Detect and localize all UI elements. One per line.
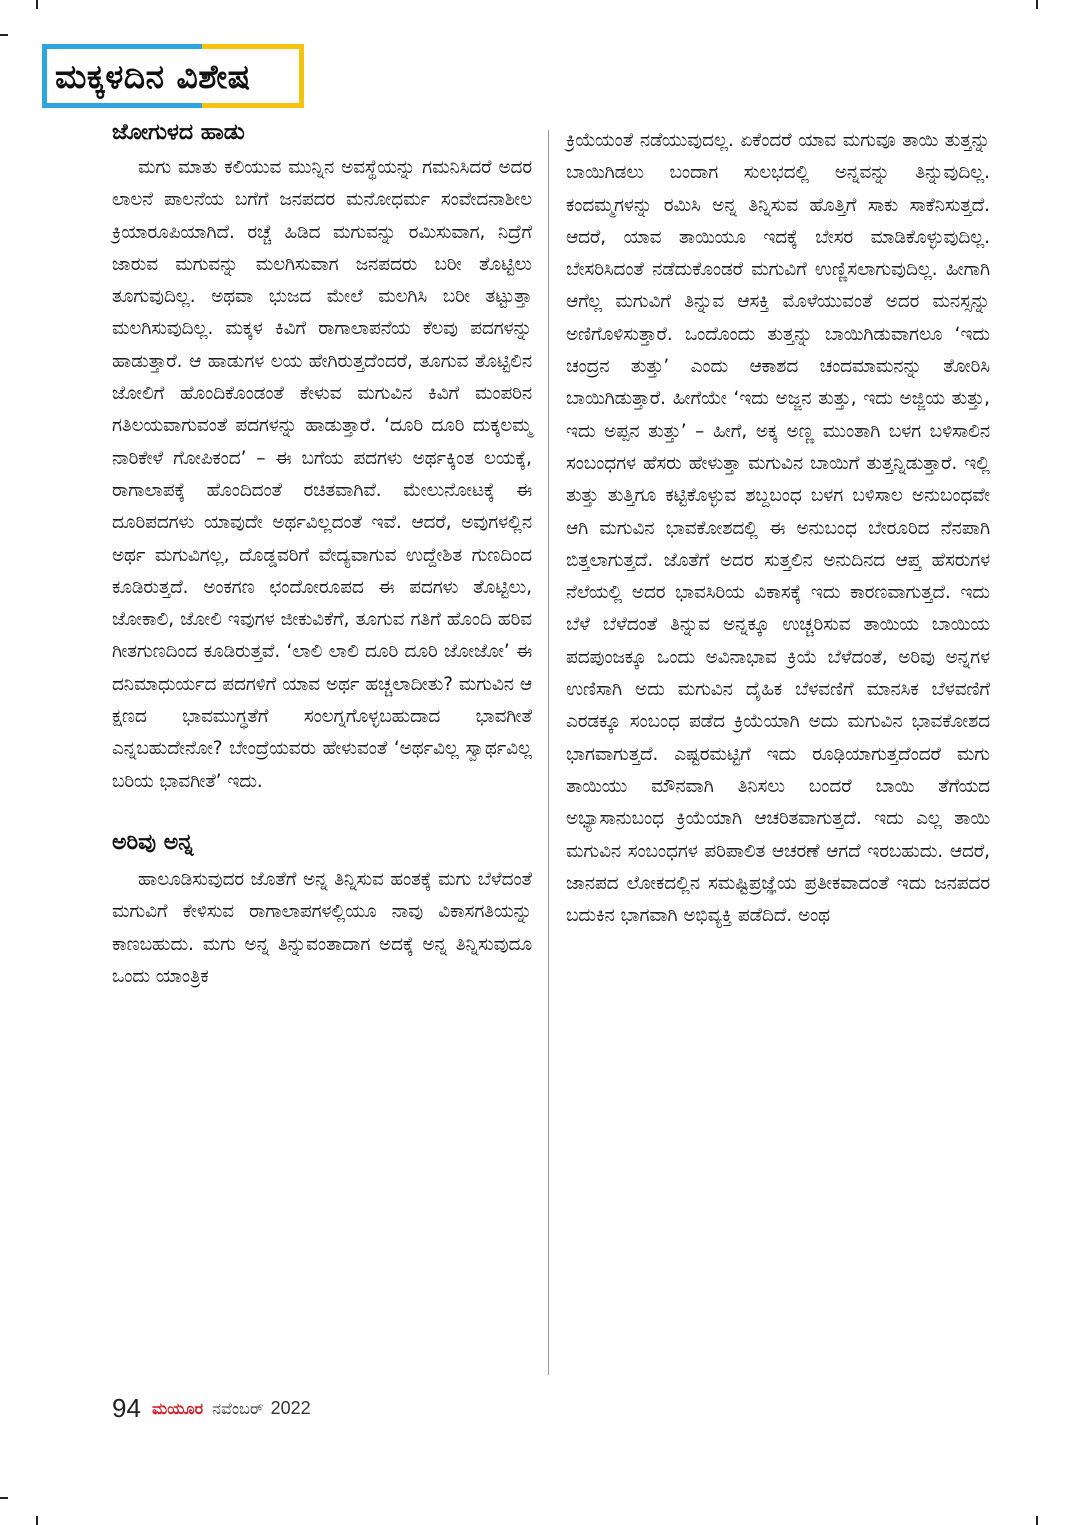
issue-month: ನವೆಂಬರ್ — [212, 1398, 264, 1418]
right-column — [566, 125, 990, 932]
page-number: 94 — [112, 1393, 141, 1423]
paragraph: ಹಾಲೂಡಿಸುವುದರ ಜೊತೆಗೆ ಅನ್ನ ತಿನ್ನಿಸುವ ಹಂತಕ್ಕೆ ಮಗು ಬೆಳೆದಂತೆ ಮಗುವಿಗೆ ಕೇಳಿಸುವ ರಾಗಾಲಾಪಗಳಲ್ಲಿಯೂ ನಾವು ವಿಕಾಸಗತಿಯನ್ನು ಕಾಣಬಹುದು. ಮಗು ಅನ್ನ ತಿನ್ನುವಂತಾದಾಗ ಅದಕ್ಕೆ ಅನ್ನ ತಿನ್ನಿಸುವುದೂ ಒಂದು ಯಾಂತ್ರಿಕ — [112, 868, 532, 987]
section-heading-arivu-anna: ಅರಿವು ಅನ್ನ — [112, 829, 194, 855]
magazine-logo: ಮಯೂರ — [152, 1398, 204, 1418]
crop-mark — [1036, 1516, 1038, 1525]
column-divider — [548, 130, 549, 1375]
crop-mark — [36, 0, 38, 9]
paragraph: ಕ್ರಿಯೆಯಂತೆ ನಡೆಯುವುದಲ್ಲ. ಏಕೆಂದರೆ ಯಾವ ಮಗುವೂ ತಾಯಿ ತುತ್ತನ್ನು ಬಾಯಿಗಿಡಲು ಬಂದಾಗ ಸುಲಭದಲ್ಲಿ ಅನ್ನವನ್ನು ತಿನ್ನುವುದಿಲ್ಲ. ಕಂದಮ್ಮಗಳನ್ನು ರಮಿಸಿ ಅನ್ನ ತಿನ್ನಿಸುವ ಹೊತ್ತಿಗೆ ಸಾಕು ಸಾಕೆನಿಸುತ್ತದೆ. ಆದರೆ, ಯಾವ ತಾಯಿಯೂ ಇದಕ್ಕೆ ಬೇಸರ ಮಾಡಿಕೊಳ್ಳುವುದಿಲ್ಲ. ಬೇಸರಿಸಿದಂತೆ ನಡೆದುಕೊಂಡರೆ ಮಗುವಿಗೆ ಉಣ್ಣಿಸಲಾಗುವುದಿಲ್ಲ. ಹೀಗಾಗಿ ಆಗೆಲ್ಲ ಮಗುವಿಗೆ ತಿನ್ನುವ ಆಸಕ್ತಿ ಮೊಳೆಯುವಂತೆ ಅದರ ಮನಸ್ಸನ್ನು ಅಣಿಗೊಳಿಸುತ್ತಾರೆ. ಒಂದೊಂದು ತುತ್ತನ್ನು ಬಾಯಿಗಿಡುವಾಗಲೂ ‘ಇದು ಚಂದ್ರನ ತುತ್ತು’ ಎಂದು ಆಕಾಶದ ಚಂದಮಾಮನನ್ನು ತೋರಿಸಿ ಬಾಯಿಗಿಡುತ್ತಾರೆ. ಹೀಗೆಯೇ ‘ಇದು ಅಜ್ಜನ ತುತ್ತು, ಇದು ಅಜ್ಜಿಯ ತುತ್ತು, ಇದು ಅಪ್ಪನ ತುತ್ತು’ – ಹೀಗೆ, ಅಕ್ಕ ಅಣ್ಣ ಮುಂತಾಗಿ ಬಳಗ ಬಳಿಸಾಲಿನ ಸಂಬಂಧಗಳ ಹೆಸರು ಹೇಳುತ್ತಾ ಮಗುವಿನ ಬಾಯಿಗೆ ತುತ್ತನ್ನಿಡುತ್ತಾರೆ. ಇಲ್ಲಿ ತುತ್ತು ತುತ್ತಿಗೂ ಕಟ್ಟಿಕೊಳ್ಳುವ ಶಬ್ದಬಂಧ ಬಳಗ ಬಳಿಸಾಲ ಅನುಬಂಧವೇ ಆಗಿ ಮಗುವಿನ ಭಾವಕೋಶದಲ್ಲಿ ಈ ಅನುಬಂಧ ಬೇರೂರಿದ ನೆನಪಾಗಿ ಬಿತ್ತಲಾಗುತ್ತದೆ. ಜೊತೆಗೆ ಅದರ ಸುತ್ತಲಿನ ಅನುದಿನದ ಆಪ್ತ ಹೆಸರುಗಳ ನೆಲೆಯಲ್ಲಿ ಅದರ ಭಾವಸಿರಿಯ ವಿಕಾಸಕ್ಕೆ ಇದು ಕಾರಣವಾಗುತ್ತದೆ. ಇದು ಬೆಳೆ ಬೆಳೆದಂತೆ ತಿನ್ನುವ ಅನ್ನಕ್ಕೂ ಉಚ್ಚರಿಸುವ ತಾಯಿಯ ಬಾಯಿಯ ಪದಪುಂಜಕ್ಕೂ ಒಂದು ಅವಿನಾಭಾವ ಕ್ರಿಯೆ ಬೆಳೆದಂತೆ, ಅರಿವು ಅನ್ನಗಳ ಉಣಿಸಾಗಿ ಅದು ಮಗುವಿನ ದೈಹಿಕ ಬೆಳವಣಿಗೆ ಮಾನಸಿಕ ಬೆಳವಣಿಗೆ ಎರಡಕ್ಕೂ ಸಂಬಂಧ ಪಡೆದ ಕ್ರಿಯೆಯಾಗಿ ಅದು ಮಗುವಿನ ಭಾವಕೋಶದ ಭಾಗವಾಗುತ್ತದೆ. ಎಷ್ಟರಮಟ್ಟಿಗೆ ಇದು ರೂಢಿಯಾಗುತ್ತದೆಂದರೆ ಮಗು ತಾಯಿಯು ಮೌನವಾಗಿ ತಿನಿಸಲು ಬಂದರೆ ಬಾಯಿ ತೆಗೆಯದ ಅಭ್ಯಾಸಾನುಬಂಧ ಕ್ರಿಯೆಯಾಗಿ ಆಚರಿತವಾಗುತ್ತದೆ. ಇದು ಎಲ್ಲ ತಾಯಿ ಮಗುವಿನ ಸಂಬಂಧಗಳ ಪರಿಪಾಲಿತ ಆಚರಣೆ ಆಗದೆ ಇರಬಹುದು. ಆದರೆ, ಜಾನಪದ ಲೋಕದಲ್ಲಿನ ಸಮಷ್ಟಿಪ್ರಜ್ಞೆಯ ಪ್ರತೀಕವಾದಂತೆ ಇದು ಜನಪದರ ಬದುಕಿನ ಭಾಗವಾಗಿ ಅಭಿವ್ಯಕ್ತಿ ಪಡೆದಿದೆ. ಅಂಥ — [566, 130, 990, 927]
section-badge — [42, 44, 304, 108]
crop-mark — [0, 34, 8, 36]
crop-mark — [36, 1516, 38, 1525]
issue-year: 2022 — [270, 1398, 311, 1418]
section-heading-joguala: ಜೋಗುಳದ ಹಾಡು — [112, 120, 245, 145]
paragraph: ಮಗು ಮಾತು ಕಲಿಯುವ ಮುನ್ನಿನ ಅವಸ್ಥೆಯನ್ನು ಗಮನಿಸಿದರೆ ಅದರ ಲಾಲನೆ ಪಾಲನೆಯ ಬಗೆಗೆ ಜನಪದರ ಮನೋಧರ್ಮ ಸಂವೇದನಾಶೀಲ ಕ್ರಿಯಾರೂಪಿಯಾಗಿದೆ. ರಚ್ಚೆ ಹಿಡಿದ ಮಗುವನ್ನು ರಮಿಸುವಾಗ, ನಿದ್ರೆಗೆ ಜಾರುವ ಮಗುವನ್ನು ಮಲಗಿಸುವಾಗ ಜನಪದರು ಬರೀ ತೊಟ್ಟಿಲು ತೂಗುವುದಿಲ್ಲ. ಅಥವಾ ಭುಜದ ಮೇಲೆ ಮಲಗಿಸಿ ಬರೀ ತಟ್ಟುತ್ತಾ ಮಲಗಿಸುವುದಿಲ್ಲ. ಮಕ್ಕಳ ಕಿವಿಗೆ ರಾಗಾಲಾಪನೆಯ ಕೆಲವು ಪದಗಳನ್ನು ಹಾಡುತ್ತಾರೆ. ಆ ಹಾಡುಗಳ ಲಯ ಹೇಗಿರುತ್ತದೆಂದರೆ, ತೂಗುವ ತೊಟ್ಟಿಲಿನ ಜೋಲಿಗೆ ಹೊಂದಿಕೊಂಡಂತೆ ಕೇಳುವ ಮಗುವಿನ ಕಿವಿಗೆ ಮಂಪರಿನ ಗತಿಲಯವಾಗುವಂತೆ ಪದಗಳನ್ನು ಹಾಡುತ್ತಾರೆ. ‘ದೂರಿ ದೂರಿ ದುಕ್ಕಲಮ್ಮ ನಾರಿಕೇಳೆ ಗೋಪಿಕಂದ’ – ಈ ಬಗೆಯ ಪದಗಳು ಅರ್ಥಕ್ಕಿಂತ ಲಯಕ್ಕೆ, ರಾಗಾಲಾಪಕ್ಕೆ ಹೊಂದಿದಂತೆ ರಚಿತವಾಗಿವೆ. ಮೇಲುನೋಟಕ್ಕೆ ಈ ದೂರಿಪದಗಳು ಯಾವುದೇ ಅರ್ಥವಿಲ್ಲದಂತೆ ಇವೆ. ಆದರೆ, ಅವುಗಳಲ್ಲಿನ ಅರ್ಥ ಮಗುವಿಗಲ್ಲ, ದೊಡ್ಡವರಿಗೆ ವೇದ್ಯವಾಗುವ ಉದ್ದೇಶಿತ ಗುಣದಿಂದ ಕೂಡಿರುತ್ತದೆ. ಅಂಕಗಣ ಛಂದೋರೂಪದ ಈ ಪದಗಳು ತೊಟ್ಟಿಲು, ಜೋಕಾಲಿ, ಜೋಲಿ ಇವುಗಳ ಜೀಕುವಿಕೆಗೆ, ತೂಗುವ ಗತಿಗೆ ಹೊಂದಿ ಹರಿವ ಗೀತಗುಣದಿಂದ ಕೂಡಿರುತ್ತವೆ. ‘ಲಾಲಿ ಲಾಲಿ ದೂರಿ ದೂರಿ ಜೋಜೋ’ ಈ ದನಿಮಾಧುರ್ಯದ ಪದಗಳಿಗೆ ಯಾವ ಅರ್ಥ ಹಚ್ಚಲಾದೀತು? ಮಗುವಿನ ಆ ಕ್ಷಣದ ಭಾವಮುಗ್ಧತೆಗೆ ಸಂಲಗ್ನಗೊಳ್ಳಬಹುದಾದ ಭಾವಗೀತೆ ಎನ್ನಬಹುದೇನೋ? ಬೇಂದ್ರೆಯವರು ಹೇಳುವಂತೆ ‘ಅರ್ಥವಿಲ್ಲ ಸ್ವಾರ್ಥವಿಲ್ಲ ಬರಿಯ ಭಾವಗೀತೆ’ ಇದು. — [112, 157, 532, 792]
page-footer — [112, 1393, 311, 1429]
section-title: ಮಕ್ಕಳದಿನ ವಿಶೇಷ — [55, 57, 251, 96]
left-column — [112, 118, 532, 993]
crop-mark — [0, 1497, 8, 1499]
crop-mark — [1036, 0, 1038, 9]
